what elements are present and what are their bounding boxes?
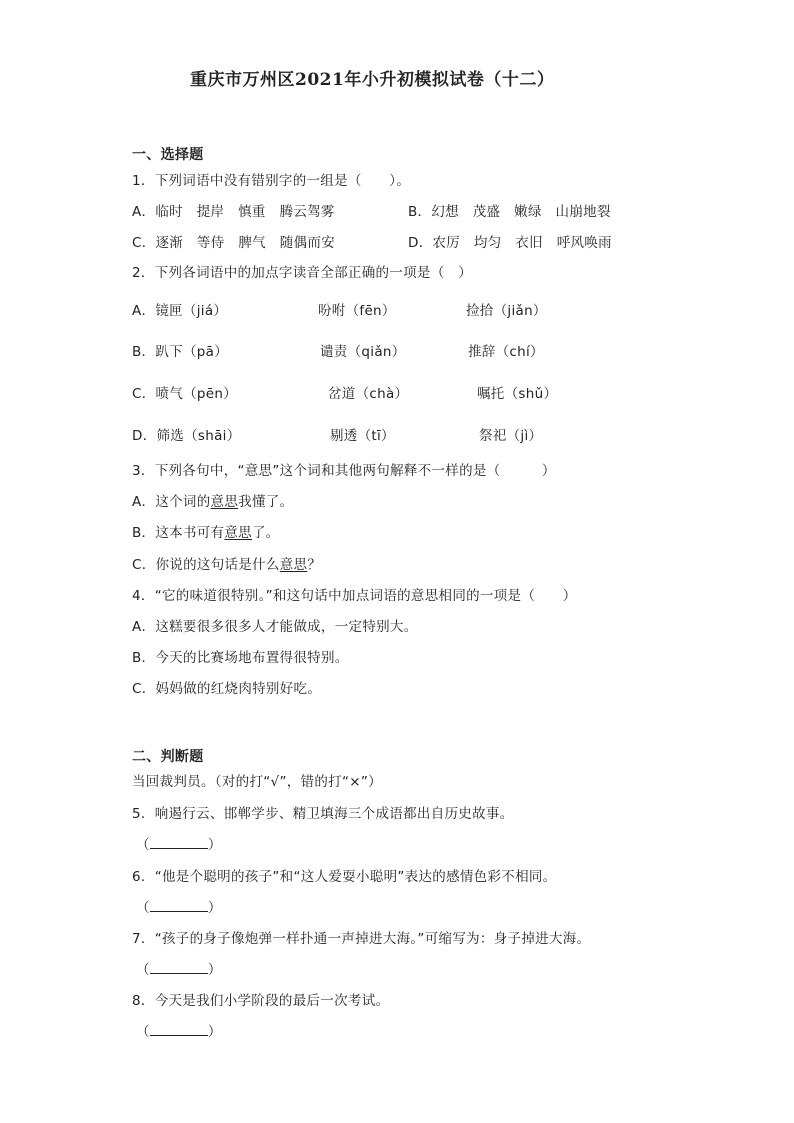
section-instruction: 当回裁判员。（对的打“√”，错的打“×”） <box>132 774 382 790</box>
question-4-stem: 4．“它的味道很特别。”和这句话中加点词语的意思相同的一项是（ ） <box>132 588 577 604</box>
section-heading-judgement: 二、判断题 <box>132 749 204 765</box>
paren: ） <box>207 962 222 978</box>
question-5-text: 5．响遏行云、邯郸学步、精卫填海三个成语都出自历史故事。 <box>132 806 514 822</box>
question-2-option-c-word3: 嘱托（shǔ） <box>477 386 558 402</box>
question-6-text: 6．“他是个聪明的孩子”和“这人爱耍小聪明”表达的感情色彩不相同。 <box>132 869 557 885</box>
question-3-option-a <box>132 493 293 511</box>
answer-blank-8[interactable] <box>136 1023 222 1041</box>
paren: （ <box>136 962 150 978</box>
answer-blank-7[interactable] <box>136 961 222 979</box>
option-text: A．这个词的 <box>132 494 211 510</box>
paren: （ <box>136 900 150 916</box>
paren: （ <box>136 1024 150 1040</box>
question-1-option-c: C．逐渐 等侍 脾气 随偶而安 <box>132 235 335 251</box>
question-2-option-b-word2: 谴责（qiǎn） <box>320 344 406 360</box>
question-4-option-c: C．妈妈做的红烧肉特别好吃。 <box>132 681 322 697</box>
question-3-option-c <box>132 556 321 574</box>
blank-line <box>150 836 208 849</box>
question-2-stem: 2．下列各词语中的加点字读音全部正确的一项是（ ） <box>132 265 473 281</box>
question-2-option-a-word2: 吩咐（fēn） <box>318 303 396 319</box>
paren: ） <box>207 900 222 916</box>
question-2-option-b-word1: B．趴下（pā） <box>132 344 229 360</box>
underlined-word: 意思 <box>224 525 252 541</box>
question-2-option-b-word3: 推辞（chí） <box>468 344 544 360</box>
option-text: C．你说的这句话是什么 <box>132 557 280 573</box>
question-2-option-a-word1: A．镜匣（jiá） <box>132 303 228 319</box>
option-text: ？ <box>307 557 322 573</box>
question-1-stem: 1．下列词语中没有错别字的一组是（ ）。 <box>132 173 411 189</box>
option-text: 我懂了。 <box>238 494 294 510</box>
question-2-option-d-word1: D．筛选（shāi） <box>132 428 241 444</box>
question-8-text: 8．今天是我们小学阶段的最后一次考试。 <box>132 993 390 1009</box>
question-2-option-a-word3: 捡拾（jiǎn） <box>466 303 547 319</box>
blank-line <box>150 1023 208 1036</box>
question-7-text: 7．“孩子的身子像炮弹一样扑通一声掉进大海。”可缩写为：身子掉进大海。 <box>132 931 591 947</box>
question-4-option-a: A．这糕要很多很多人才能做成，一定特别大。 <box>132 619 418 635</box>
section-heading-choice: 一、选择题 <box>132 147 204 163</box>
page-title: 重庆市万州区2021年小升初模拟试卷（十二） <box>190 70 555 90</box>
question-1-option-a: A．临时 提岸 慎重 腾云驾雾 <box>132 204 335 220</box>
question-1-option-d: D．农厉 均匀 衣旧 呼风唤雨 <box>408 235 612 251</box>
answer-blank-6[interactable] <box>136 899 222 917</box>
underlined-word: 意思 <box>210 494 239 510</box>
option-text: 了。 <box>251 525 280 541</box>
option-text: B．这本书可有 <box>132 525 225 541</box>
paren: （ <box>136 837 150 853</box>
question-2-option-d-word2: 剔透（tī） <box>330 428 395 444</box>
answer-blank-5[interactable] <box>136 836 222 854</box>
underlined-word: 意思 <box>279 557 308 573</box>
paren: ） <box>207 837 222 853</box>
question-3-option-b <box>132 524 280 542</box>
blank-line <box>150 961 208 974</box>
question-2-option-c-word2: 岔道（chà） <box>328 386 409 402</box>
question-3-stem: 3．下列各句中，“意思”这个词和其他两句解释不一样的是（ ） <box>132 463 556 479</box>
question-4-option-b: B．今天的比赛场地布置得很特别。 <box>132 650 349 666</box>
question-1-option-b: B．幻想 茂盛 嫩绿 山崩地裂 <box>408 204 611 220</box>
blank-line <box>150 899 208 912</box>
question-2-option-c-word1: C．喷气（pēn） <box>132 386 238 402</box>
question-2-option-d-word3: 祭祀（jì） <box>479 428 543 444</box>
paren: ） <box>207 1024 222 1040</box>
